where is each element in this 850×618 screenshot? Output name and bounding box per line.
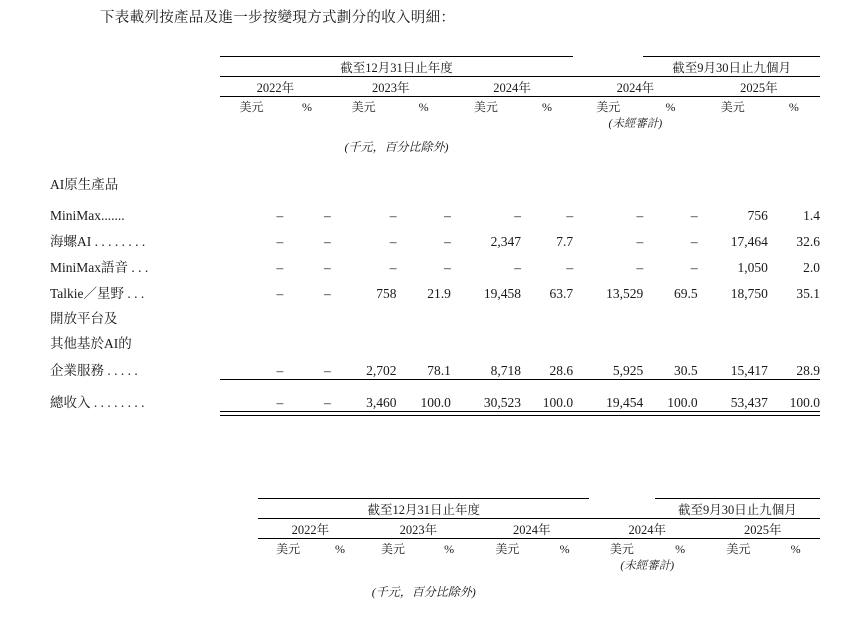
intro-paragraph: 下表載列按產品及進一步按變現方式劃分的收入明細： [100,10,456,26]
cell: 30.5 [674,362,698,378]
units-note: (千元，百分比除外) [371,585,476,599]
cell: 35.1 [796,286,820,301]
unaudited-note-row [50,115,820,131]
unaudited-note: (未經審計) [620,560,675,572]
unit-header-pct-2025i: % [788,100,799,114]
cell: – [566,208,574,223]
cell: 100.0 [789,394,820,410]
year-header-row [50,78,820,97]
cell: 100.0 [420,394,451,410]
cell: – [276,286,284,301]
unit-header-usd-2022: 美元 [276,542,301,556]
cell: 21.9 [427,286,451,301]
cell: – [276,362,284,378]
cell: 100.0 [542,394,574,410]
cell: 2,347 [490,234,522,249]
cell: – [636,260,644,275]
spacer [50,155,820,173]
cell: 53,437 [730,394,768,410]
cell: – [444,234,451,249]
year-header-2023: 2023年 [372,81,410,95]
table-row-multiline-1 [50,302,820,327]
year-header-2024: 2024年 [513,523,551,537]
cell: 13,529 [606,286,644,301]
cell: 758 [376,286,397,301]
group-header-annual: 截至12月31日止年度 [367,503,480,517]
group-header-labels [250,500,820,519]
unit-header-pct-2023: % [418,100,429,114]
units-note-row [250,583,820,600]
units-note: (千元，百分比除外) [344,140,449,154]
cell: – [514,260,522,275]
cell: – [324,394,331,410]
cell: – [324,362,331,378]
cell: 1,050 [737,260,768,275]
cell: – [690,208,698,223]
revenue-breakdown-table [50,56,820,416]
cell: 18,750 [730,286,768,301]
double-rule-5 [698,411,820,416]
second-table-header [250,498,820,600]
units-note-row [50,138,820,155]
unit-header-pct-2024: % [559,542,570,556]
group-header-annual: 截至12月31日止年度 [340,61,453,75]
group-header-labels [50,58,820,77]
cell: 69.5 [674,286,698,301]
unit-header-pct-2024i: % [675,542,686,556]
table-row [50,224,820,250]
group-header-interim: 截至9月30日止九個月 [672,61,792,75]
unit-header-pct-2023: % [444,542,455,556]
cell: – [389,260,397,275]
unit-header-usd-2024: 美元 [495,542,520,556]
cell: 3,460 [366,394,397,410]
cell: – [276,260,284,275]
unaudited-note: (未經審計) [608,118,663,130]
cell: – [389,234,397,249]
table-row-multiline-3 [50,352,820,379]
row-label-open-platform-line2: 其他基於AI的 [50,336,132,351]
unit-header-row [50,98,820,115]
unit-header-usd-2025i: 美元 [726,542,751,556]
cell: – [324,234,331,249]
cell: – [566,260,574,275]
double-rule-3 [451,411,573,416]
cell: 28.9 [796,362,820,378]
year-header-2022: 2022年 [291,523,330,537]
unit-header-pct-2022: % [302,100,313,114]
year-header-2022: 2022年 [256,81,295,95]
section-heading-row [50,173,820,193]
row-label-minimax-voice: MiniMax語音 . . . [50,260,149,275]
year-header-row [250,520,820,539]
cell: 7.7 [556,234,574,249]
unit-header-usd-2024i: 美元 [609,542,634,556]
table-row [50,198,820,224]
year-header-2023: 2023年 [399,523,438,537]
cell: 28.6 [549,362,574,378]
spacer [250,573,820,583]
unit-header-pct-2025i: % [790,542,801,556]
cell: – [276,234,284,249]
table-row [50,276,820,302]
unit-header-usd-2023: 美元 [380,542,405,556]
double-rule-2 [331,411,451,416]
year-header-2024-interim: 2024年 [628,523,666,537]
cell: 19,454 [606,394,644,410]
cell: 2,702 [366,362,397,378]
cell: – [324,286,331,301]
year-header-2024-interim: 2024年 [616,81,655,95]
cell: 78.1 [427,362,451,378]
row-label-minimax: MiniMax....... [50,208,125,223]
cell: 1.4 [803,208,820,223]
cell: – [690,260,698,275]
row-label-open-platform-line1: 開放平台及 [50,311,118,326]
cell: – [636,234,644,249]
unit-header-row [250,540,820,557]
cell: – [324,260,331,275]
cell: – [389,208,397,223]
cell: – [324,208,331,223]
table-row-multiline-2 [50,327,820,352]
cell: 2.0 [803,260,820,275]
unit-header-usd-2022: 美元 [239,100,264,114]
unit-header-usd-2023: 美元 [351,100,376,114]
cell: – [636,208,644,223]
cell: – [444,260,451,275]
double-rule-4 [573,411,698,416]
row-label-total-revenue: 總收入 . . . . . . . . [50,394,145,410]
cell: 8,718 [490,362,522,378]
total-row [50,381,820,411]
row-label-talkie-xingye: Talkie／星野 . . . [50,286,145,301]
unit-header-pct-2024i: % [665,100,676,114]
unit-header-pct-2022: % [335,542,346,556]
cell: – [276,394,284,410]
cell: 756 [747,208,768,223]
total-double-rule-row [50,411,820,416]
unit-header-usd-2024i: 美元 [596,100,621,114]
cell: 32.6 [796,234,820,249]
row-label-hailuo-ai: 海螺AI . . . . . . . . [50,234,146,249]
year-header-2025-interim: 2025年 [744,523,782,537]
cell: 63.7 [549,286,574,301]
double-rule-1 [220,411,331,416]
cell: 15,417 [730,362,768,378]
unit-header-usd-2024: 美元 [473,100,498,114]
group-header-interim: 截至9月30日止九個月 [677,503,797,517]
unit-header-usd-2025i: 美元 [720,100,745,114]
year-header-2025-interim: 2025年 [740,81,778,95]
section-heading-ai-native: AI原生產品 [50,177,119,192]
row-label-open-platform-line3: 企業服務 . . . . . [50,363,138,378]
unaudited-note-row [250,557,820,573]
cell: – [444,208,451,223]
cell: – [514,208,522,223]
cell: – [276,208,284,223]
cell: – [690,234,698,249]
cell: 30,523 [483,394,522,410]
spacer [50,131,820,138]
cell: 100.0 [667,394,698,410]
cell: 5,925 [612,362,644,378]
cell: 19,458 [483,286,522,301]
cell: 17,464 [730,234,768,249]
unit-header-pct-2024: % [542,100,553,114]
year-header-2024: 2024年 [493,81,531,95]
table-row [50,250,820,276]
